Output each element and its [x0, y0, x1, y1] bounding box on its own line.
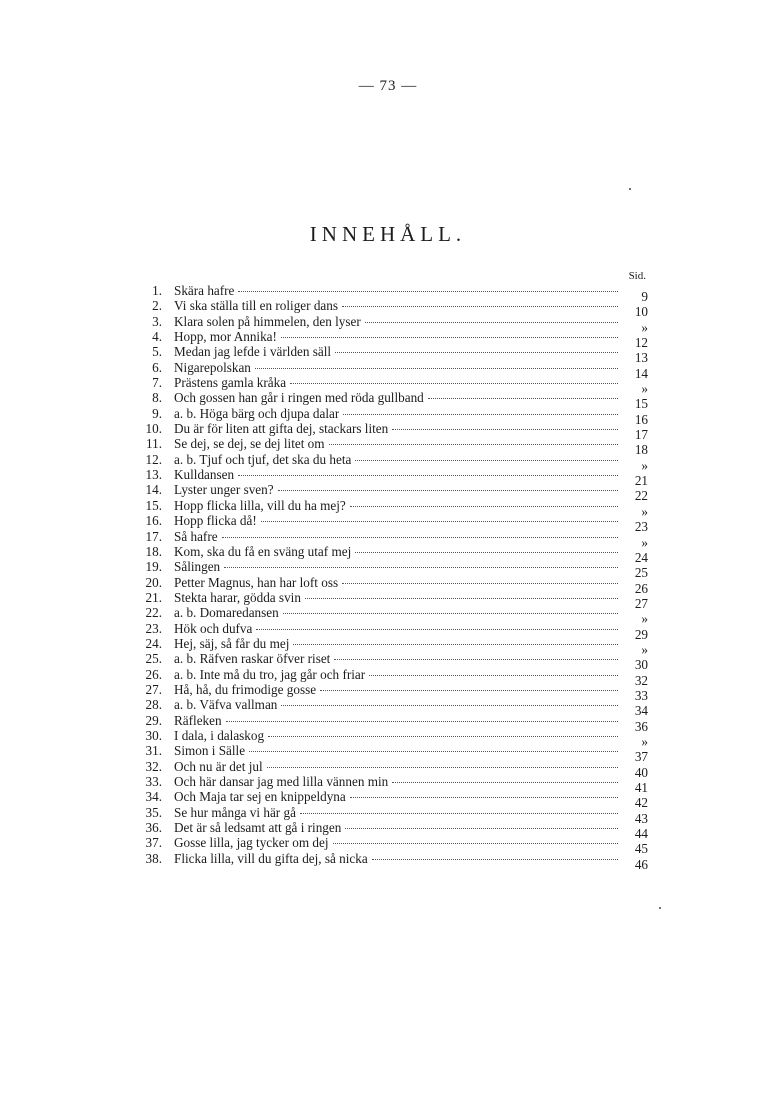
toc-entry-page: 18 [634, 442, 648, 458]
dot-leader [249, 751, 618, 752]
dot-leader [238, 291, 618, 292]
dot-leader [342, 306, 618, 307]
toc-entry-title: Räfleken [174, 712, 222, 728]
toc-entry [128, 329, 648, 351]
toc-entry-page: » [641, 457, 648, 473]
toc-entry [128, 405, 648, 427]
dot-leader [392, 782, 618, 783]
toc-entry [128, 712, 648, 734]
dot-leader [320, 690, 618, 691]
toc-entry [128, 421, 648, 443]
dot-leader [267, 767, 618, 768]
toc-entry-title: Det är så ledsamt att gå i ringen [174, 820, 342, 836]
toc-entry [128, 681, 648, 703]
dot-leader [278, 490, 618, 491]
dot-leader [428, 398, 618, 399]
dot-leader [350, 797, 618, 798]
toc-entry-number: 2. [152, 298, 162, 314]
toc-entry-number: 35. [145, 804, 162, 820]
toc-entry-title: Kom, ska du få en sväng utaf mej [174, 543, 352, 559]
toc-entry-page: 45 [634, 841, 648, 857]
toc-entry-number: 16. [145, 513, 162, 529]
toc-entry [128, 482, 648, 504]
toc-entry [128, 620, 648, 642]
toc-entry-title: a. b. Domaredansen [174, 605, 279, 621]
table-of-contents [128, 283, 648, 872]
toc-entry-page: 34 [634, 703, 648, 719]
toc-entry-number: 29. [145, 712, 162, 728]
toc-entry-number: 33. [145, 774, 162, 789]
toc-entry [128, 543, 648, 565]
toc-entry-number: 12. [145, 451, 162, 467]
toc-entry-title: Och Maja tar sej en knippeldyna [174, 789, 346, 805]
toc-entry-title: Flicka lilla, vill du gifta dej, så nicka [174, 850, 368, 866]
toc-entry [128, 467, 648, 489]
toc-entry-page: 14 [634, 365, 648, 381]
toc-entry-title: Hopp, mor Annika! [174, 329, 277, 345]
dot-leader [293, 644, 618, 645]
toc-entry-page: 37 [634, 749, 648, 765]
toc-entry [128, 589, 648, 611]
dot-leader [343, 414, 618, 415]
toc-entry-number: 17. [145, 528, 162, 544]
toc-entry [128, 559, 648, 581]
toc-entry [128, 605, 648, 627]
toc-entry-number: 36. [145, 820, 162, 836]
toc-entry-title: Hök och dufva [174, 620, 253, 636]
toc-entry-title: Och gossen han går i ringen med röda gullband [174, 390, 424, 406]
toc-entry [128, 436, 648, 458]
toc-entry-page: » [641, 733, 648, 749]
toc-entry [128, 513, 648, 535]
toc-entry-number: 26. [145, 666, 162, 682]
toc-entry-number: 14. [145, 482, 162, 498]
toc-entry [128, 635, 648, 657]
toc-entry-page: 15 [634, 396, 648, 412]
toc-entry [128, 313, 648, 335]
dot-leader [342, 583, 618, 584]
toc-entry-number: 21. [145, 589, 162, 605]
toc-entry-title: a. b. Räfven raskar öfver riset [174, 651, 331, 667]
toc-entry-page: 9 [641, 289, 648, 304]
toc-entry-page: 26 [634, 580, 648, 596]
dot-leader [355, 460, 618, 461]
dot-leader [226, 721, 618, 722]
toc-entry-number: 32. [145, 758, 162, 774]
toc-entry-page: 24 [634, 549, 648, 565]
toc-entry [128, 344, 648, 366]
toc-entry [128, 390, 648, 412]
toc-entry-page: » [641, 503, 648, 519]
dot-leader [300, 813, 618, 814]
toc-entry-title: a. b. Väfva vallman [174, 697, 278, 713]
toc-entry-title: Vi ska ställa till en roliger dans [174, 298, 339, 314]
toc-entry-title: Prästens gamla kråka [174, 375, 287, 391]
page-column-label: Sid. [628, 270, 646, 282]
toc-entry-number: 18. [145, 543, 162, 559]
toc-entry-number: 31. [145, 743, 162, 759]
toc-entry-title: Skära hafre [174, 283, 235, 298]
toc-entry-number: 34. [145, 789, 162, 805]
toc-entry [128, 804, 648, 826]
dot-leader [224, 567, 618, 568]
toc-entry-number: 10. [145, 421, 162, 437]
toc-entry-number: 9. [152, 405, 162, 421]
dot-leader [329, 444, 618, 445]
dot-leader [355, 552, 618, 553]
toc-entry-page: 36 [634, 718, 648, 734]
dot-leader [305, 598, 618, 599]
toc-entry-title: Hopp flicka lilla, vill du ha mej? [174, 497, 346, 513]
dot-leader [238, 475, 618, 476]
toc-entry-title: Se dej, se dej, se dej litet om [174, 436, 325, 452]
dot-leader [290, 383, 618, 384]
toc-entry [128, 375, 648, 397]
dot-leader [335, 352, 618, 353]
toc-entry-page: » [641, 611, 648, 627]
toc-entry-number: 15. [145, 497, 162, 513]
toc-entry-number: 11. [146, 436, 162, 452]
toc-entry-page: 22 [634, 488, 648, 504]
toc-entry-number: 25. [145, 651, 162, 667]
toc-entry-page: 32 [634, 672, 648, 688]
dot-leader [334, 659, 618, 660]
dot-leader [392, 429, 618, 430]
toc-entry-page: 13 [634, 350, 648, 366]
toc-entry [128, 298, 648, 320]
page-number: — 73 — [358, 78, 418, 94]
toc-entry-page: 23 [634, 519, 648, 535]
toc-entry-page: » [641, 319, 648, 335]
toc-entry-page: 41 [634, 780, 648, 795]
dot-leader [281, 705, 618, 706]
toc-entry-page: 46 [634, 856, 648, 872]
toc-entry-title: Och här dansar jag med lilla vännen min [174, 774, 389, 789]
toc-entry [128, 666, 648, 688]
toc-entry-title: a. b. Höga bärg och djupa dalar [174, 405, 340, 421]
scan-speck [659, 907, 661, 909]
toc-entry-page: 42 [634, 795, 648, 811]
toc-entry [128, 697, 648, 719]
toc-entry-title: I dala, i dalaskog [174, 727, 265, 743]
toc-entry-number: 19. [145, 559, 162, 575]
toc-entry-page: 16 [634, 411, 648, 427]
dot-leader [365, 322, 618, 323]
toc-entry-page: 27 [634, 595, 648, 611]
toc-entry-page: 29 [634, 626, 648, 642]
dot-leader [333, 843, 618, 844]
toc-entry [128, 497, 648, 519]
toc-entry-number: 6. [152, 359, 162, 375]
toc-entry [128, 850, 648, 872]
toc-entry [128, 451, 648, 473]
toc-entry-page: 10 [634, 304, 648, 320]
toc-entry-number: 5. [152, 344, 162, 360]
toc-entry [128, 835, 648, 857]
toc-entry-page: 30 [634, 657, 648, 673]
toc-entry-title: Nigarepolskan [174, 359, 251, 375]
toc-entry [128, 727, 648, 749]
toc-entry-title: Och nu är det jul [174, 758, 263, 774]
toc-entry [128, 528, 648, 550]
toc-entry-page: 25 [634, 565, 648, 581]
toc-entry-number: 28. [145, 697, 162, 713]
dot-leader [255, 368, 618, 369]
toc-entry-number: 24. [145, 635, 162, 651]
toc-entry-page: » [641, 381, 648, 397]
toc-entry [128, 789, 648, 811]
toc-entry-title: Så hafre [174, 528, 218, 544]
toc-entry-number: 22. [145, 605, 162, 621]
toc-entry-page: » [641, 641, 648, 657]
toc-entry-number: 30. [145, 727, 162, 743]
toc-entry-number: 3. [152, 313, 162, 329]
toc-entry [128, 574, 648, 596]
toc-entry-title: Hej, säj, så får du mej [174, 635, 290, 651]
dot-leader [268, 736, 618, 737]
toc-entry-number: 23. [145, 620, 162, 636]
scan-speck [629, 188, 631, 190]
toc-entry [128, 758, 648, 780]
toc-entry-title: Klara solen på himmelen, den lyser [174, 313, 361, 329]
dot-leader [283, 613, 618, 614]
toc-entry-title: Sålingen [174, 559, 221, 575]
toc-entry-title: Medan jag lefde i världen säll [174, 344, 332, 360]
toc-entry-title: Du är för liten att gifta dej, stackars liten [174, 421, 389, 437]
toc-entry-page: 40 [634, 764, 648, 780]
toc-entry-title: Hå, hå, du frimodige gosse [174, 681, 317, 697]
toc-entry-page: » [641, 534, 648, 550]
toc-entry-title: Petter Magnus, han har loft oss [174, 574, 339, 590]
toc-entry-title: Hopp flicka då! [174, 513, 257, 529]
toc-entry-title: Simon i Sälle [174, 743, 246, 759]
toc-entry-title: Lyster unger sven? [174, 482, 274, 498]
toc-entry-number: 27. [145, 681, 162, 697]
dot-leader [256, 629, 618, 630]
toc-entry-page: 17 [634, 427, 648, 443]
toc-entry-title: Stekta harar, gödda svin [174, 589, 301, 605]
toc-entry-page: 33 [634, 687, 648, 703]
toc-entry-title: a. b. Tjuf och tjuf, det ska du heta [174, 451, 352, 467]
toc-entry [128, 743, 648, 765]
toc-entry-title: Gosse lilla, jag tycker om dej [174, 835, 329, 851]
toc-entry-page: 43 [634, 810, 648, 826]
toc-entry-title: Se hur många vi här gå [174, 804, 296, 820]
toc-entry-title: Kulldansen [174, 467, 235, 483]
dot-leader [281, 337, 618, 338]
toc-entry-page: 21 [634, 473, 648, 489]
toc-entry-number: 37. [145, 835, 162, 851]
dot-leader [345, 828, 618, 829]
toc-entry [128, 651, 648, 673]
dot-leader [372, 859, 618, 860]
toc-entry-number: 20. [145, 574, 162, 590]
dot-leader [350, 506, 618, 507]
toc-entry-page: 44 [634, 826, 648, 842]
toc-entry-number: 7. [152, 375, 162, 391]
dot-leader [222, 537, 618, 538]
dot-leader [369, 675, 618, 676]
toc-entry-title: a. b. Inte må du tro, jag går och friar [174, 666, 366, 682]
toc-entry-number: 13. [145, 467, 162, 483]
toc-entry [128, 820, 648, 842]
toc-entry-page: 12 [634, 335, 648, 351]
toc-entry [128, 774, 648, 795]
dot-leader [261, 521, 618, 522]
toc-entry [128, 359, 648, 381]
toc-entry [128, 283, 648, 304]
toc-entry-number: 38. [145, 850, 162, 866]
toc-entry-number: 8. [152, 390, 162, 406]
page-title: INNEHÅLL. [309, 222, 467, 246]
toc-entry-number: 1. [152, 283, 162, 298]
toc-entry-number: 4. [152, 329, 162, 345]
